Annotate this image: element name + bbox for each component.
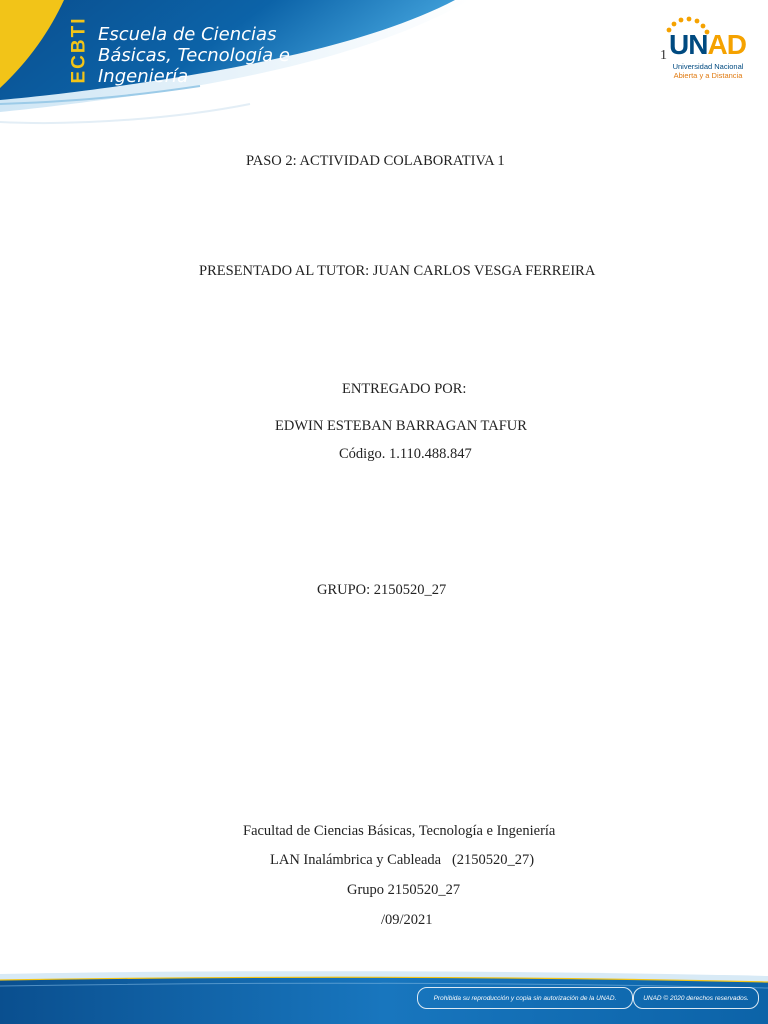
- copyright-notice-left: Prohibida su reproducción y copia sin autorización de la UNAD.: [417, 987, 633, 1009]
- date-line: /09/2021: [381, 912, 433, 928]
- course-line: LAN Inalámbrica y Cableada (2150520_27): [270, 852, 535, 868]
- page-number: 1: [660, 48, 667, 63]
- school-name: [98, 24, 338, 87]
- student-code: Código. 1.110.488.847: [339, 446, 472, 462]
- unad-wordmark: UNAD: [669, 29, 746, 60]
- document-title: PASO 2: ACTIVIDAD COLABORATIVA 1: [246, 153, 505, 169]
- delivered-by-label: ENTREGADO POR:: [342, 381, 467, 397]
- copyright-notice-right: UNAD © 2020 derechos reservados.: [633, 987, 759, 1009]
- group-line: Grupo 2150520_27: [347, 882, 461, 898]
- school-name-line-3: Ingeniería: [98, 66, 189, 87]
- student-name: EDWIN ESTEBAN BARRAGAN TAFUR: [275, 418, 527, 434]
- school-name-line-2: Básicas, Tecnología e: [98, 45, 290, 66]
- school-name-line-1: Escuela de Ciencias: [98, 24, 277, 45]
- header-banner: [0, 0, 520, 140]
- group-label: GRUPO: 2150520_27: [317, 582, 447, 598]
- ecbti-vertical-label: ECBTI: [68, 16, 89, 84]
- faculty-line: Facultad de Ciencias Básicas, Tecnología e Ingeniería: [243, 823, 556, 839]
- tutor-line: PRESENTADO AL TUTOR: JUAN CARLOS VESGA FERREIRA: [199, 263, 596, 279]
- unad-subtitle: Universidad Nacional Abierta y a Distancia: [672, 62, 744, 80]
